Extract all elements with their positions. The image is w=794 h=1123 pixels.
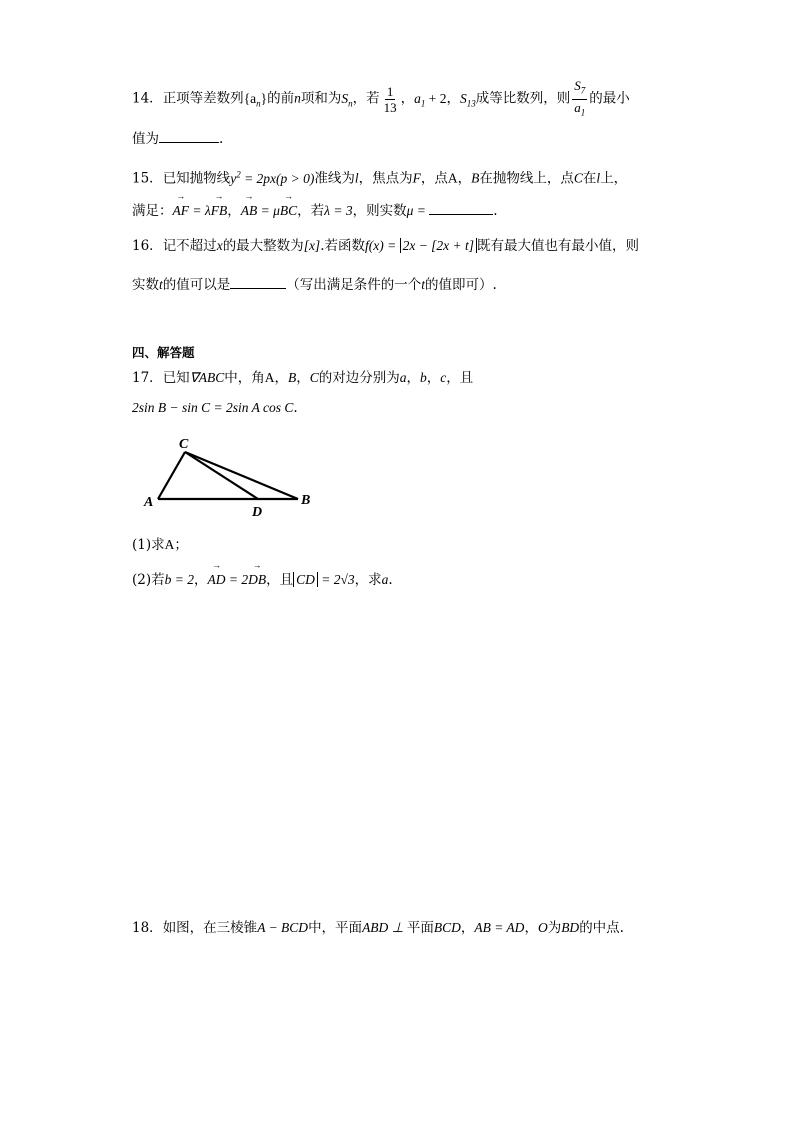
side-cb bbox=[185, 452, 298, 499]
vector-db: → DB bbox=[248, 570, 266, 590]
segment-cd bbox=[185, 452, 258, 499]
vector-af: → AF bbox=[173, 201, 190, 221]
absolute-value-expression: 2x − [2x + t] bbox=[400, 238, 477, 253]
question-17-equation: 2sin B − sin C = 2sin A cos C. bbox=[132, 400, 298, 416]
question-16-line-2: 实数t的值可以是 （写出满足条件的一个t的值即可）. bbox=[132, 274, 497, 295]
question-number: 14． bbox=[132, 90, 163, 107]
vector-ad: → AD bbox=[208, 570, 226, 590]
section-heading: 四、解答题 bbox=[132, 345, 195, 360]
answer-blank[interactable] bbox=[159, 128, 219, 143]
vector-fb: → FB bbox=[211, 201, 228, 221]
answer-blank[interactable] bbox=[429, 200, 493, 215]
answer-blank[interactable] bbox=[230, 274, 286, 289]
label-d: D bbox=[252, 505, 263, 520]
question-number: 17． bbox=[132, 370, 163, 386]
fraction-s7-a1: $\frac{S_7}{a_1}$ bbox=[574, 78, 586, 118]
vector-bc: → BC bbox=[280, 201, 297, 221]
fraction-1-13: $\frac{1}{13}$ bbox=[383, 83, 397, 115]
label-b: B bbox=[301, 493, 311, 508]
vector-ab: → AB bbox=[241, 201, 258, 221]
label-c: C bbox=[179, 437, 189, 452]
question-15-line-2: 满足：→ AF = λ→ FB，→ AB = μ→ BC，若λ = 3，则实数μ = . bbox=[132, 200, 498, 221]
question-16-line-1: 16．记不超过x的最大整数为[x].若函数f(x) = 2x − [2x + t] 既有最大值也有最小值，则 bbox=[132, 238, 640, 254]
question-number: 16． bbox=[132, 238, 163, 254]
triangle-figure bbox=[140, 432, 320, 522]
question-15-line-1: 15．已知抛物线$y^2 = 2px(p > 0)$准线为l，焦点为F，点A，B在抛物线上，点C在l上， bbox=[132, 169, 628, 187]
question-17-part-1: (1)求A； bbox=[132, 537, 188, 553]
side-ac bbox=[158, 452, 185, 499]
question-14-line-2: 值为 . bbox=[132, 128, 223, 149]
question-14-line-1: 14．正项等差数列$\{a_n\}$的前n项和为$S_n$，若 $\frac{1}{13}$ ，$a_1 + 2$，$S_{13}$成等比数列，则 $\frac{S_7}{a_1}$ 的最小 bbox=[132, 78, 630, 120]
question-17-part-2: (2)若b = 2，→ AD = 2→ DB，且 CD = 2√3，求a. bbox=[132, 570, 393, 590]
label-a: A bbox=[144, 495, 154, 510]
question-18-line-1: 18．如图，在三棱锥A − BCD中，平面ABD ⊥ 平面BCD，AB = AD，O为BD的中点. bbox=[132, 920, 624, 936]
question-number: 15． bbox=[132, 170, 163, 187]
question-17-line-1: 17．已知∇ABC中，角A，B，C的对边分别为a，b，c，且 bbox=[132, 370, 474, 386]
question-number: 18． bbox=[132, 920, 163, 936]
